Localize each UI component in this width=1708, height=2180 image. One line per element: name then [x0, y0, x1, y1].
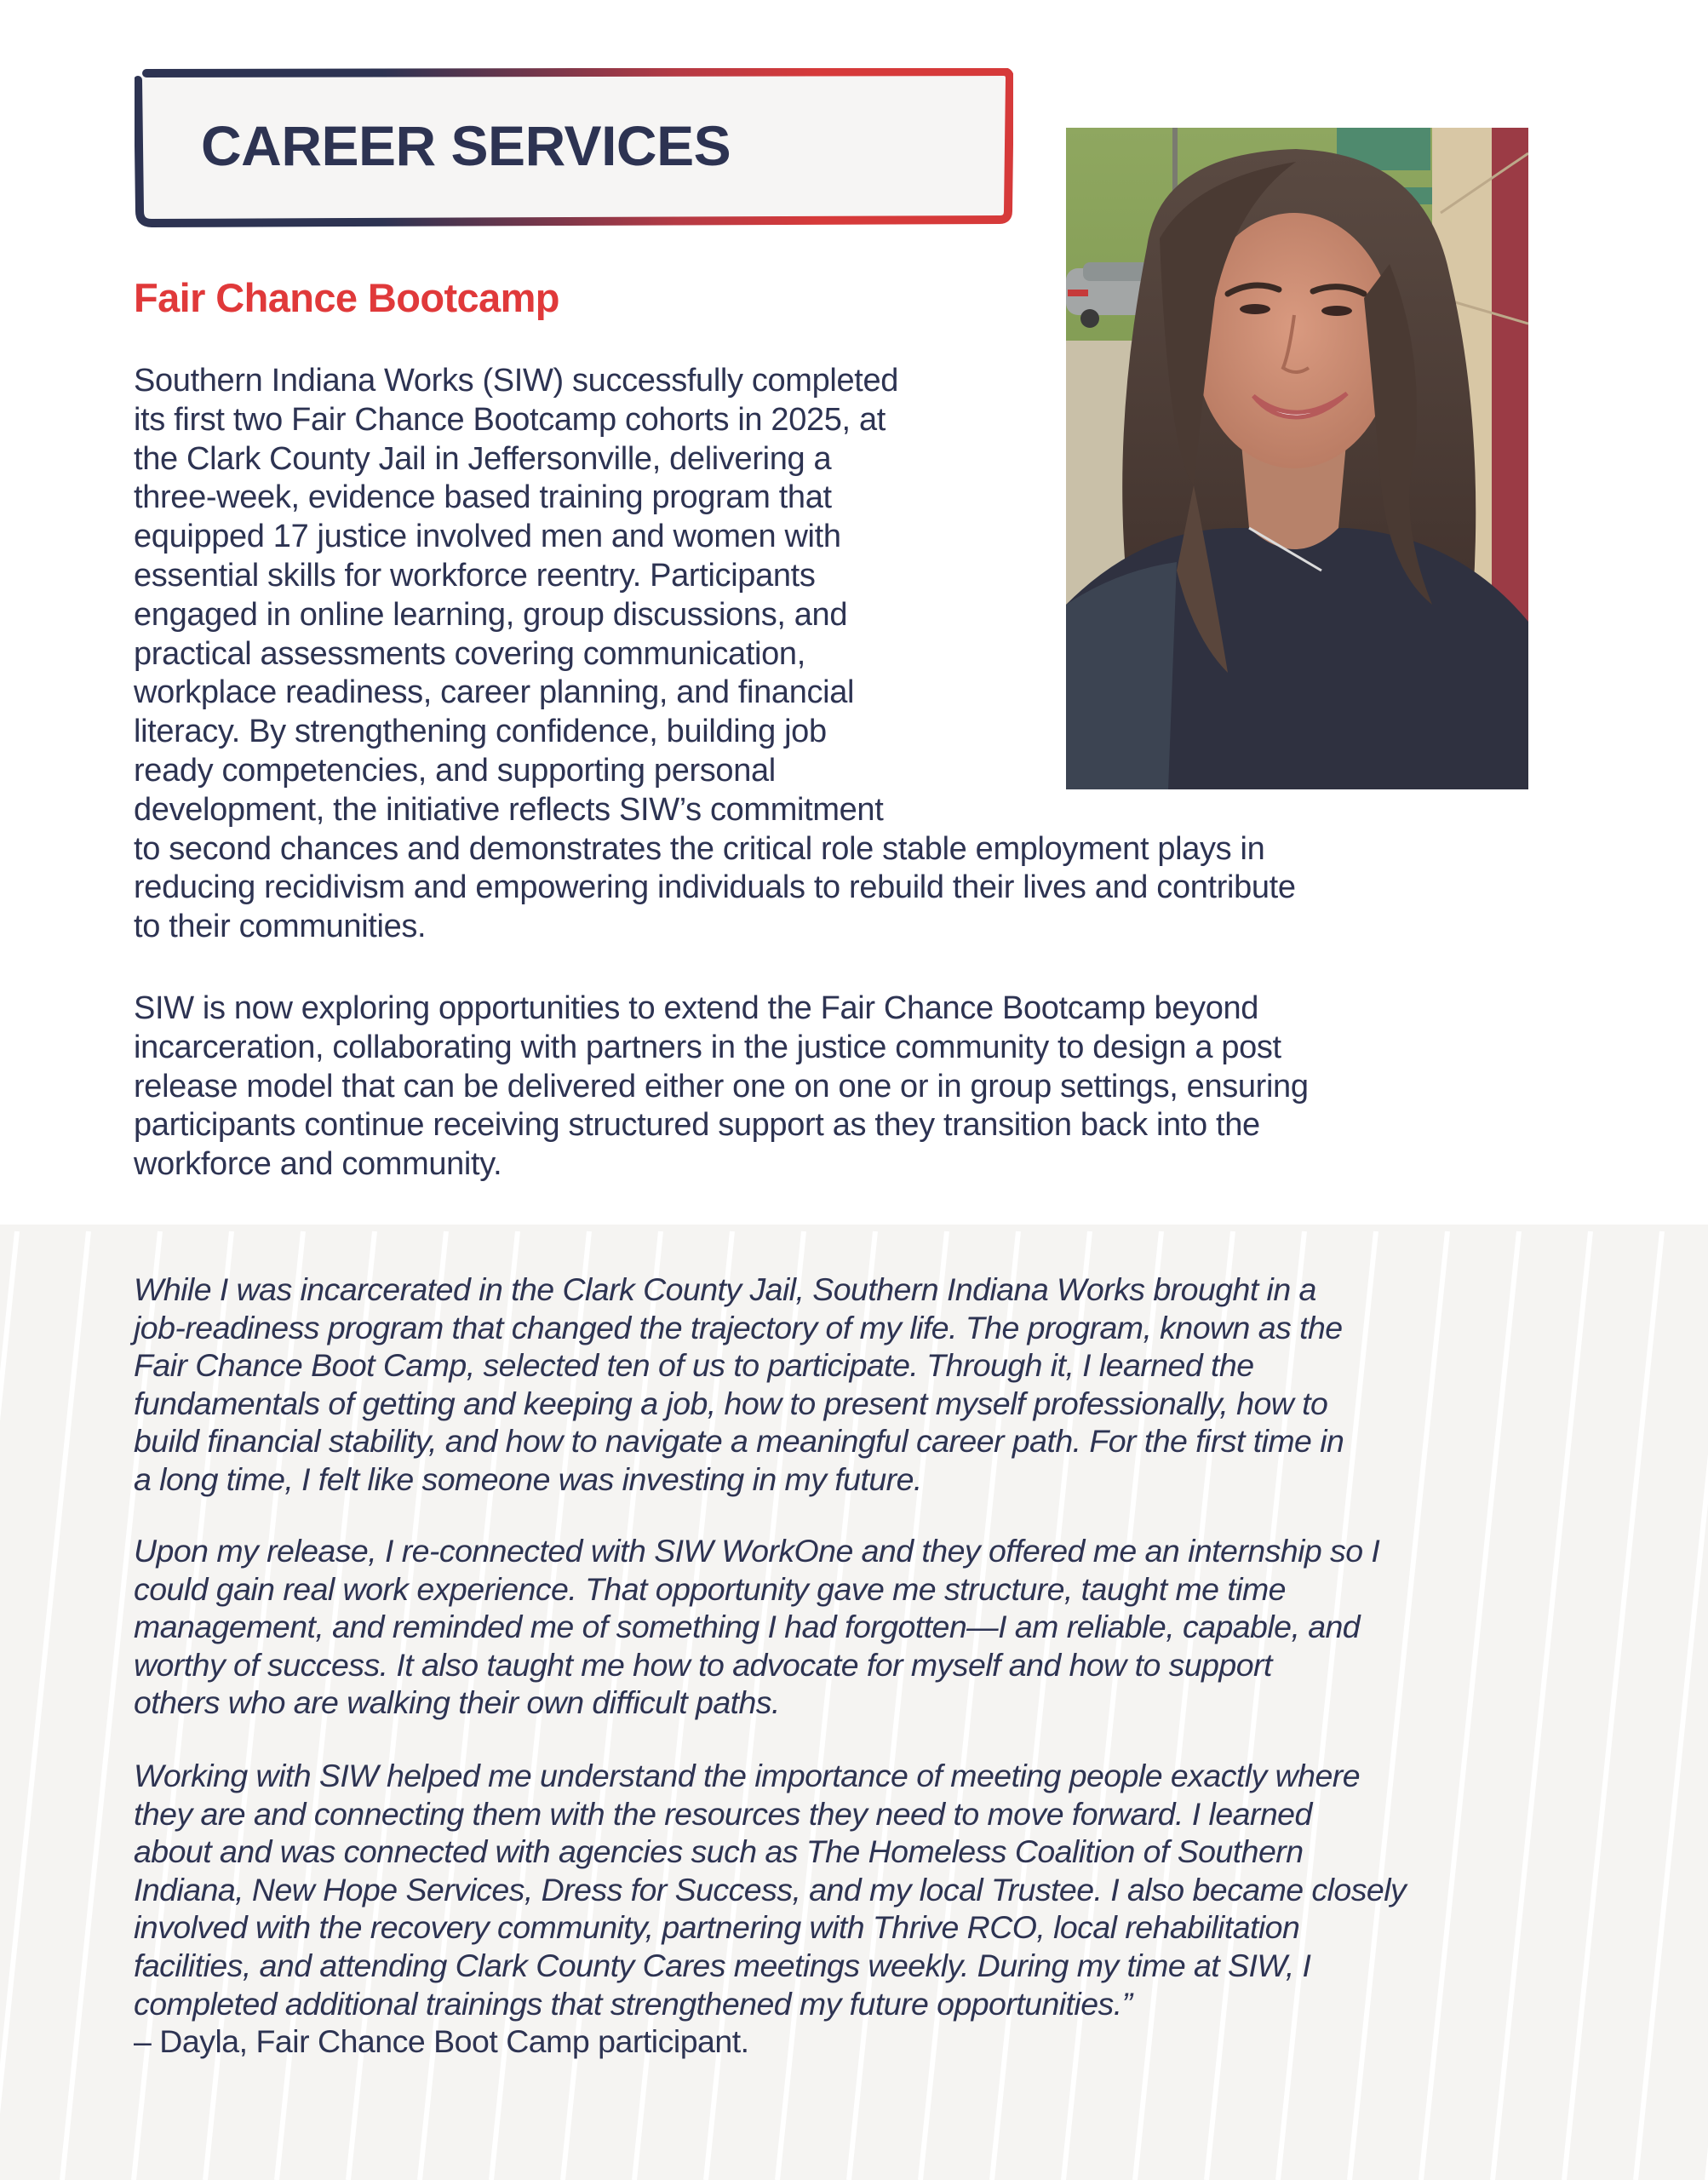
- quote-line: job-readiness program that changed the trajectory of my life. The program, known as the: [134, 1309, 1343, 1345]
- quote-line: fundamentals of getting and keeping a job, how to present myself professionally, how to: [134, 1385, 1328, 1421]
- text-line: literacy. By strengthening confidence, building job: [134, 714, 827, 750]
- quote-line: others who are walking their own difficult paths.: [134, 1684, 780, 1721]
- quote-line: Upon my release, I re-connected with SIW WorkOne and they offered me an internship so I: [134, 1533, 1380, 1569]
- text-line: its first two Fair Chance Bootcamp cohorts in 2025, at: [134, 401, 886, 438]
- text-line: reducing recidivism and empowering individuals to rebuild their lives and contribute: [134, 869, 1296, 906]
- stripe: [1421, 1231, 1519, 2180]
- testimonial-attribution: – Dayla, Fair Chance Boot Camp participant.: [134, 2023, 749, 2059]
- quote-line: facilities, and attending Clark County Cares meetings weekly. During my time at SIW, I: [134, 1947, 1311, 1983]
- quote-line: management, and reminded me of something I had forgotten—I am reliable, capable, and: [134, 1609, 1361, 1645]
- quote-line: could gain real work experience. That opportunity gave me structure, taught me time: [134, 1570, 1286, 1607]
- page-title: CAREER SERVICES: [201, 114, 731, 177]
- quote-line: they are and connecting them with the resources they need to move forward. I learned: [134, 1795, 1312, 1832]
- text-line: release model that can be delivered either one on one or in group settings, ensuring: [134, 1068, 1309, 1104]
- text-line: to their communities.: [134, 909, 427, 945]
- quote-line: completed additional trainings that strengthened my future opportunities.”: [134, 1985, 1132, 2022]
- text-line: ready competencies, and supporting personal: [134, 752, 776, 789]
- quote-line: a long time, I felt like someone was investing in my future.: [134, 1460, 922, 1497]
- section-subtitle: Fair Chance Bootcamp: [134, 275, 559, 320]
- stripe: [1564, 1231, 1662, 2180]
- text-line: Southern Indiana Works (SIW) successfully completed: [134, 363, 899, 399]
- quote-line: about and was connected with agencies such as The Homeless Coalition of Southern: [134, 1833, 1304, 1870]
- photo-illustration: [1066, 128, 1528, 789]
- text-line: incarceration, collaborating with partners in the justice community to design a post: [134, 1029, 1281, 1065]
- text-line: three-week, evidence based training program that: [134, 479, 832, 516]
- text-line: the Clark County Jail in Jeffersonville, delivering a: [134, 440, 832, 477]
- text-line: essential skills for workforce reentry. Participants: [134, 557, 816, 594]
- stripe: [0, 1231, 17, 2180]
- testimonial-paragraph: [134, 1532, 1379, 1722]
- testimonial-section: [0, 1225, 1708, 2180]
- quote-line: involved with the recovery community, partnering with Thrive RCO, local rehabilitation: [134, 1909, 1300, 1946]
- text-line: development, the initiative reflects SIW’s commitment: [134, 791, 884, 828]
- quote-line: While I was incarcerated in the Clark County Jail, Southern Indiana Works brought in a: [134, 1271, 1316, 1307]
- text-line: practical assessments covering communication,: [134, 635, 805, 672]
- quote-line: worthy of success. It also taught me how to advocate for myself and how to support: [134, 1646, 1272, 1683]
- quote-line: build financial stability, and how to navigate a meaningful career path. For the first time in: [134, 1423, 1344, 1460]
- expansion-paragraph: [134, 990, 1309, 1185]
- text-line: SIW is now exploring opportunities to extend the Fair Chance Bootcamp beyond: [134, 990, 1259, 1026]
- text-line: workplace readiness, career planning, and financial: [134, 674, 855, 711]
- participant-photo: [1066, 128, 1528, 789]
- testimonial-paragraph: [134, 1757, 1406, 2022]
- stripe: [1493, 1231, 1591, 2180]
- quote-line: Fair Chance Boot Camp, selected ten of us to participate. Through it, I learned the: [134, 1347, 1254, 1384]
- text-line: equipped 17 justice involved men and women with: [134, 519, 841, 555]
- quote-line: Working with SIW helped me understand the importance of meeting people exactly where: [134, 1758, 1360, 1793]
- text-line: to second chances and demonstrates the critical role stable employment plays in: [134, 830, 1265, 867]
- testimonial-paragraph: [134, 1271, 1344, 1499]
- quote-line: Indiana, New Hope Services, Dress for Success, and my local Trustee. I also became closely: [134, 1871, 1407, 1908]
- section-title-box: [135, 68, 1013, 230]
- text-line: engaged in online learning, group discussions, and: [134, 596, 848, 633]
- text-line: workforce and community.: [134, 1146, 502, 1183]
- text-line: participants continue receiving structured support as they transition back into the: [134, 1107, 1260, 1144]
